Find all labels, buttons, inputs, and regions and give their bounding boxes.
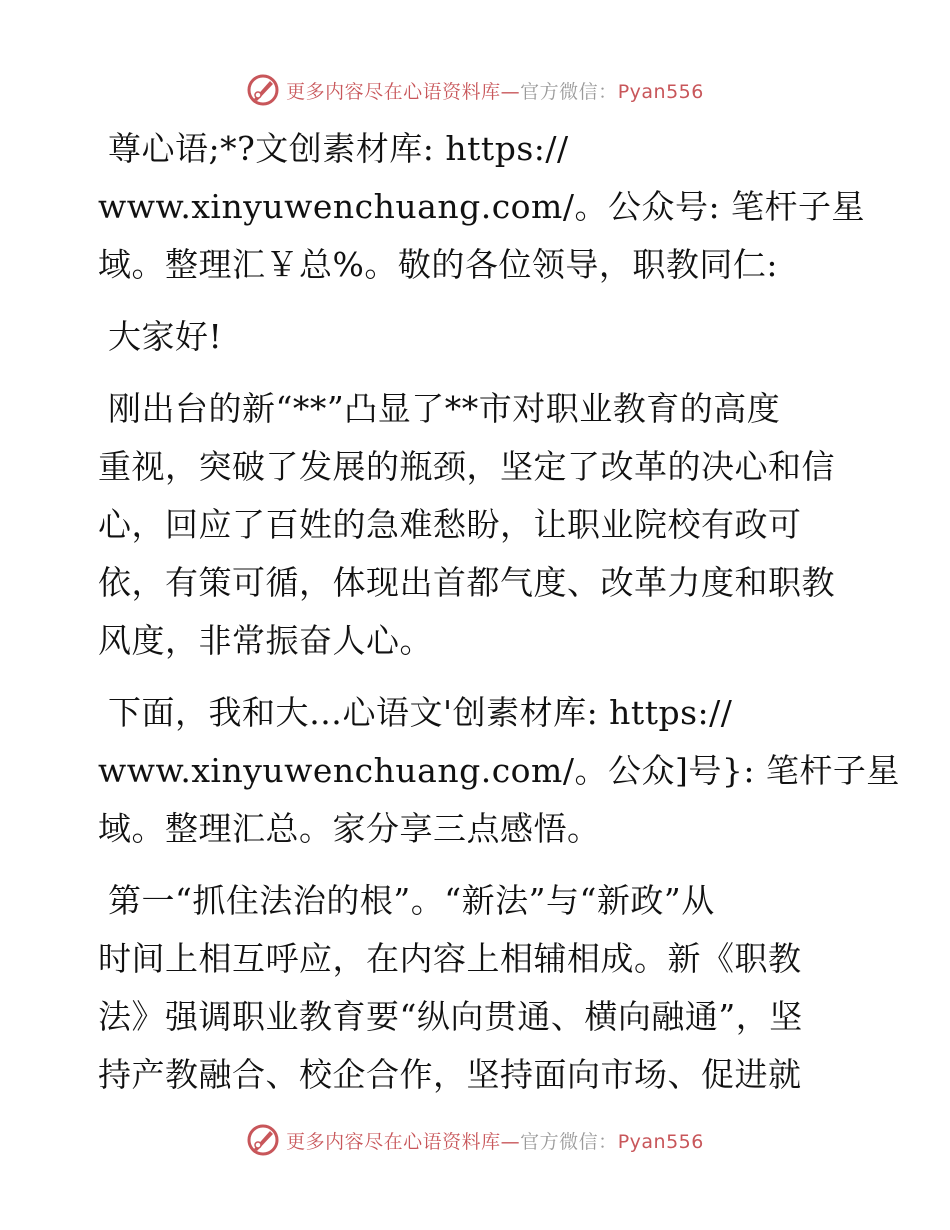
text-line: 法》强调职业教育要“纵向贯通、横向融通”，坚 xyxy=(98,997,803,1036)
footer-banner xyxy=(0,1120,950,1160)
text-line: 域。整理汇总。家分享三点感悟。 xyxy=(98,809,601,848)
text-line: 大家好! xyxy=(108,317,223,356)
quill-seal-icon xyxy=(246,73,280,107)
text-line: 时间上相互呼应，在内容上相辅相成。新《职教 xyxy=(98,939,802,978)
text-line: 持产教融合、校企合作，坚持面向市场、促进就 xyxy=(98,1055,802,1094)
text-line: www.xinyuwenchuang.com/。公众]号}: 笔杆子星 xyxy=(98,751,900,790)
banner-main-text: 更多内容尽在心语资料库 xyxy=(286,1130,501,1153)
text-line: 重视，突破了发展的瓶颈，坚定了改革的决心和信 xyxy=(98,447,835,486)
text-line: www.xinyuwenchuang.com/。公众号: 笔杆子星 xyxy=(98,187,866,226)
text-line: 刚出台的新“**”凸显了**市对职业教育的高度 xyxy=(108,389,781,428)
text-line: 风度，非常振奋人心。 xyxy=(98,621,433,660)
paragraph-4 xyxy=(98,684,900,858)
text-line: 尊心语;*?文创素材库: https:// xyxy=(108,129,569,168)
banner-text xyxy=(286,1127,704,1154)
text-line: 依，有策可循，体现出首都气度、改革力度和职教 xyxy=(98,563,835,602)
banner-main-text: 更多内容尽在心语资料库 xyxy=(286,80,501,103)
text-line: 心，回应了百姓的急难愁盼，让职业院校有政可 xyxy=(98,505,802,544)
banner-dash: — xyxy=(500,1130,521,1153)
banner-dash: — xyxy=(500,80,521,103)
quill-seal-icon xyxy=(246,1123,280,1157)
document-body xyxy=(98,120,900,1118)
paragraph-5 xyxy=(98,872,858,1104)
paragraph-2 xyxy=(98,308,858,366)
banner-official-label: 官方微信： xyxy=(520,1130,618,1153)
header-banner xyxy=(0,70,950,110)
paragraph-1 xyxy=(98,120,866,294)
paragraph-3 xyxy=(98,380,858,670)
text-line: 下面，我和大…心语文'创素材库: https:// xyxy=(108,693,733,732)
text-line: 域。整理汇￥总%。敬的各位领导，职教同仁: xyxy=(98,245,778,284)
banner-official-label: 官方微信： xyxy=(520,80,618,103)
banner-text xyxy=(286,77,704,104)
banner-account: Pyan556 xyxy=(617,80,704,103)
banner-account: Pyan556 xyxy=(617,1130,704,1153)
text-line: 第一“抓住法治的根”。“新法”与“新政”从 xyxy=(108,881,715,920)
